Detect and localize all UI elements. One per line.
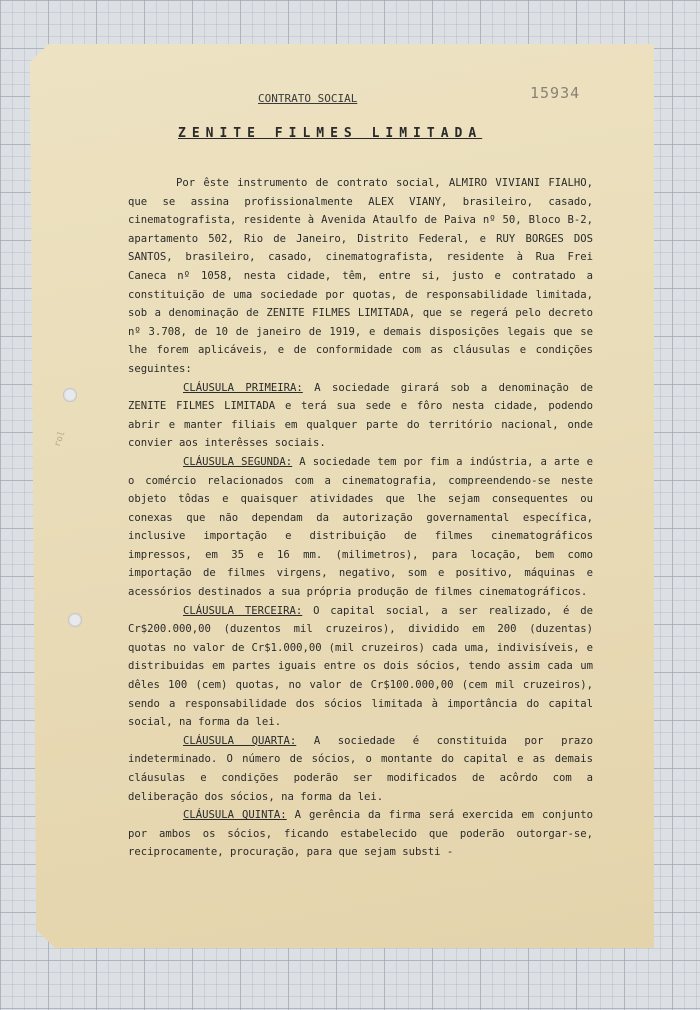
margin-note: rol [52, 429, 68, 449]
company-title: ZENITE FILMES LIMITADA [178, 126, 483, 141]
punch-hole [63, 388, 77, 402]
clause-label: CLÁUSULA SEGUNDA: [183, 455, 293, 468]
contract-body [128, 174, 593, 862]
clause-text: A sociedade é constituida por prazo indeterminado. O número de sócios, o montante do capital e as demais cláusulas e condições poderão ser modificados de acôrdo com a deliberação dos sócios, na forma da lei. [128, 734, 593, 803]
document-number: 15934 [530, 84, 581, 102]
clause-label: CLÁUSULA TERCEIRA: [183, 604, 303, 617]
clause-text: A gerência da firma será exercida em conjunto por ambos os sócios, ficando estabelecido que poderão outorgar-se, reciprocamente, procuração, para que sejam substi - [128, 809, 593, 859]
clause-label: CLÁUSULA QUINTA: [183, 809, 287, 822]
intro-paragraph: Por êste instrumento de contrato social, ALMIRO VIVIANI FIALHO, que se assina profissionalmente ALEX VIANY, brasileiro, casado, cinematografista, residente à Avenida Ataulfo de Paiva nº 50, Bloco B-2, apartamento 502, Rio de Janeiro, Distrito Federal, e RUY BORGES DOS SANTOS, brasileiro, casado, cinematografista, residente à Rua Frei Caneca nº 1058, nesta cidade, têm, entre si, justo e contratado a constituição de uma sociedade por quotas, de responsabilidade limitada, sob a denominação de ZENITE FILMES LIMITADA, que se regerá pelo decreto nº 3.708, de 10 de janeiro de 1919, e demais disposições legais que se lhe forem aplicáveis, e de conformidade com as cláusulas e condições seguintes: [128, 177, 593, 375]
clause-paragraph [128, 453, 593, 602]
clause-paragraph [128, 379, 593, 453]
punch-hole [68, 613, 82, 627]
clause-paragraph [128, 806, 593, 862]
clause-text: A sociedade girará sob a denominação de ZENITE FILMES LIMITADA e terá sua sede e fôro nesta cidade, podendo abrir e manter filiais em qualquer parte do território nacional, onde convier aos interêsses sociais. [128, 381, 593, 450]
clause-label: CLÁUSULA QUARTA: [183, 734, 297, 747]
clause-text: A sociedade tem por fim a indústria, a arte e o comércio relacionados com a cinematografia, compreendendo-se neste objeto tôdas e quaisquer atividades que lhe sejam consequentes ou conexas que não dependam da autorização governamental específica, inclusive importação e distribuição de filmes cinematográficos impressos, em 35 e 16 mm. (milimetros), para locação, bem como importação de filmes virgens, negativo, som e positivo, máquinas e acessórios destinados a sua própria produção de filmes cinematográficos. [128, 455, 593, 599]
clause-paragraph [128, 602, 593, 732]
clause-paragraph [128, 732, 593, 806]
clause-label: CLÁUSULA PRIMEIRA: [183, 381, 303, 394]
document-heading: CONTRATO SOCIAL [258, 92, 358, 105]
clause-text: O capital social, a ser realizado, é de Cr$200.000,00 (duzentos mil cruzeiros), dividido em 200 (duzentas) quotas no valor de Cr$1.000,00 (mil cruzeiros) cada uma, indivisíveis, e distribuidas em partes iguais entre os dois sócios, tendo assim cada um dêles 100 (cem) quotas, no valor de Cr$100.000,00 (cem mil cruzeiros), sendo a responsabilidade dos sócios limitada à importância do capital social, na forma da lei. [128, 604, 593, 729]
